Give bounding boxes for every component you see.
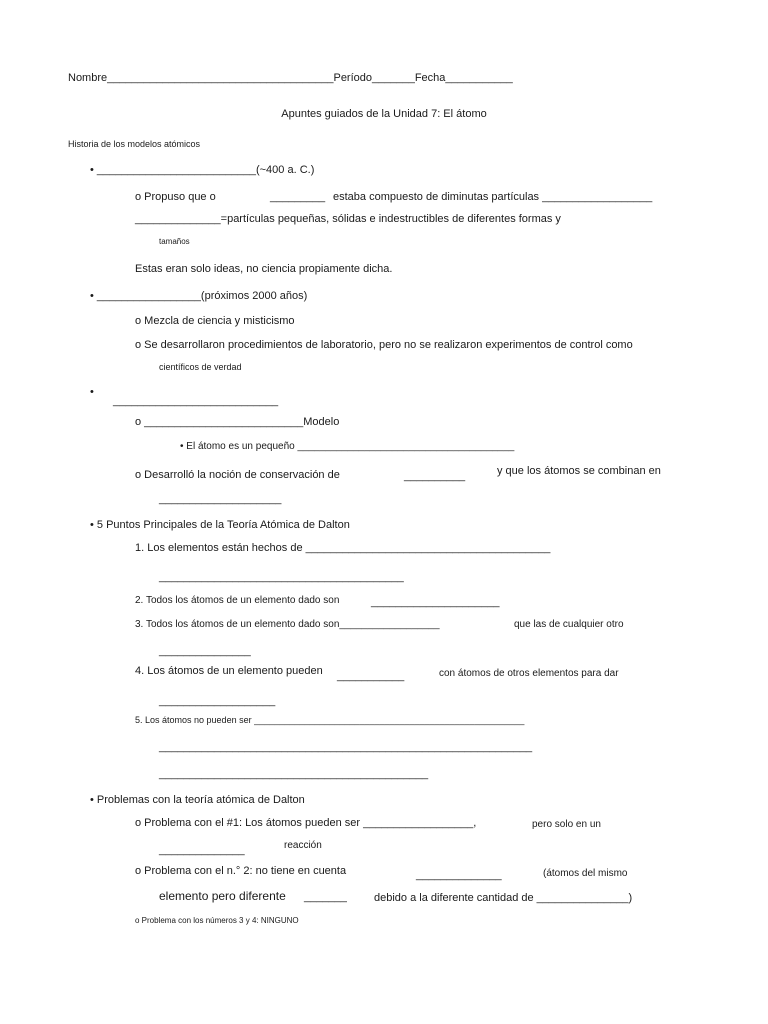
alchemy-sub1: o Mezcla de ciencia y misticismo — [135, 315, 295, 327]
dalton-points-heading: • 5 Puntos Principales de la Teoría Atómica de Dalton — [90, 519, 350, 531]
dalton-point-4: 4. Los átomos de un elemento pueden — [135, 665, 323, 677]
dalton-point-3: 3. Todos los átomos de un elemento dado son__________________ — [135, 619, 440, 630]
section-heading-atomic-models: Historia de los modelos atómicos — [68, 139, 201, 149]
fill-blank: _____________________ — [371, 596, 500, 608]
fill-blank: ______________ — [416, 869, 502, 881]
bullet-dalton: • — [90, 386, 94, 398]
note-ideas: Estas eran solo ideas, no ciencia propiamente dicha. — [135, 263, 393, 275]
dalton-point-5-cont1: _____________________________________________________________ — [159, 741, 533, 753]
problem-1: o Problema con el #1: Los átomos pueden ser __________________, — [135, 817, 477, 829]
fill-blank: ___________ — [337, 670, 405, 682]
dalton-point-5-cont2: ____________________________________________ — [159, 768, 429, 780]
problem-1-rest: pero solo en un — [532, 819, 601, 830]
dalton-point-2: 2. Todos los átomos de un elemento dado son — [135, 595, 340, 606]
fill-blank: _______ — [304, 891, 347, 903]
dalton-point-1-cont: ________________________________________ — [159, 571, 404, 583]
alchemy-sub2: o Se desarrollaron procedimientos de laboratorio, pero no se realizaron experimentos de control como — [135, 339, 633, 351]
problem-2-cont: elemento pero diferente — [159, 889, 286, 903]
problems-heading: • Problemas con la teoría atómica de Dalton — [90, 794, 305, 806]
problem-2: o Problema con el n.° 2: no tiene en cuenta — [135, 865, 347, 877]
fill-blank: ______________ — [159, 844, 245, 856]
alchemy-sub2-cont: científicos de verdad — [159, 362, 242, 372]
problem-3-4: o Problema con los números 3 y 4: NINGUNO — [135, 916, 299, 925]
fill-blank: ____________________ — [159, 493, 282, 505]
dalton-conservation: o Desarrolló la noción de conservación de — [135, 469, 340, 481]
dalton-model-sub: • El átomo es un pequeño _______________________________________ — [180, 441, 515, 452]
bullet-democritus-sub1: o Propuso que o — [135, 191, 216, 203]
dalton-point-4-rest: con átomos de otros elementos para dar — [439, 668, 619, 679]
name-period-date-line: Nombre_____________________________________Período_______Fecha___________ — [68, 72, 513, 84]
problem-2-cont-rest: debido a la diferente cantidad de _______________) — [374, 892, 633, 904]
problem-2-rest: (átomos del mismo — [543, 868, 628, 879]
dalton-point-4-cont: ___________________ — [159, 695, 276, 707]
dalton-point-5: 5. Los átomos no pueden ser ______________________________________________________ — [135, 715, 525, 725]
fill-blank: _________ — [270, 191, 326, 203]
bullet-alchemy: • _________________(próximos 2000 años) — [90, 290, 308, 302]
problem-1-reaction: reacción — [284, 840, 322, 851]
bullet-democritus-sub1-rest: estaba compuesto de diminutas partículas __________________ — [333, 191, 653, 203]
fill-blank: __________ — [404, 470, 466, 482]
fill-blank-dalton-name: ___________________________ — [113, 395, 279, 407]
bullet-democritus-cont: ______________=partículas pequeñas, sólidas e indestructibles de diferentes formas y — [135, 213, 561, 225]
dalton-model: o __________________________Modelo — [135, 416, 340, 428]
page-title: Apuntes guiados de la Unidad 7: El átomo — [281, 108, 487, 120]
dalton-point-1: 1. Los elementos están hechos de ________________________________________ — [135, 542, 551, 554]
bullet-democritus: • __________________________(~400 a. C.) — [90, 164, 315, 176]
dalton-point-3-rest: que las de cualquier otro — [514, 619, 624, 630]
small-text-tamanos: tamaños — [159, 237, 190, 246]
dalton-conservation-rest: y que los átomos se combinan en — [497, 465, 661, 477]
dalton-point-3-cont: _______________ — [159, 645, 251, 657]
